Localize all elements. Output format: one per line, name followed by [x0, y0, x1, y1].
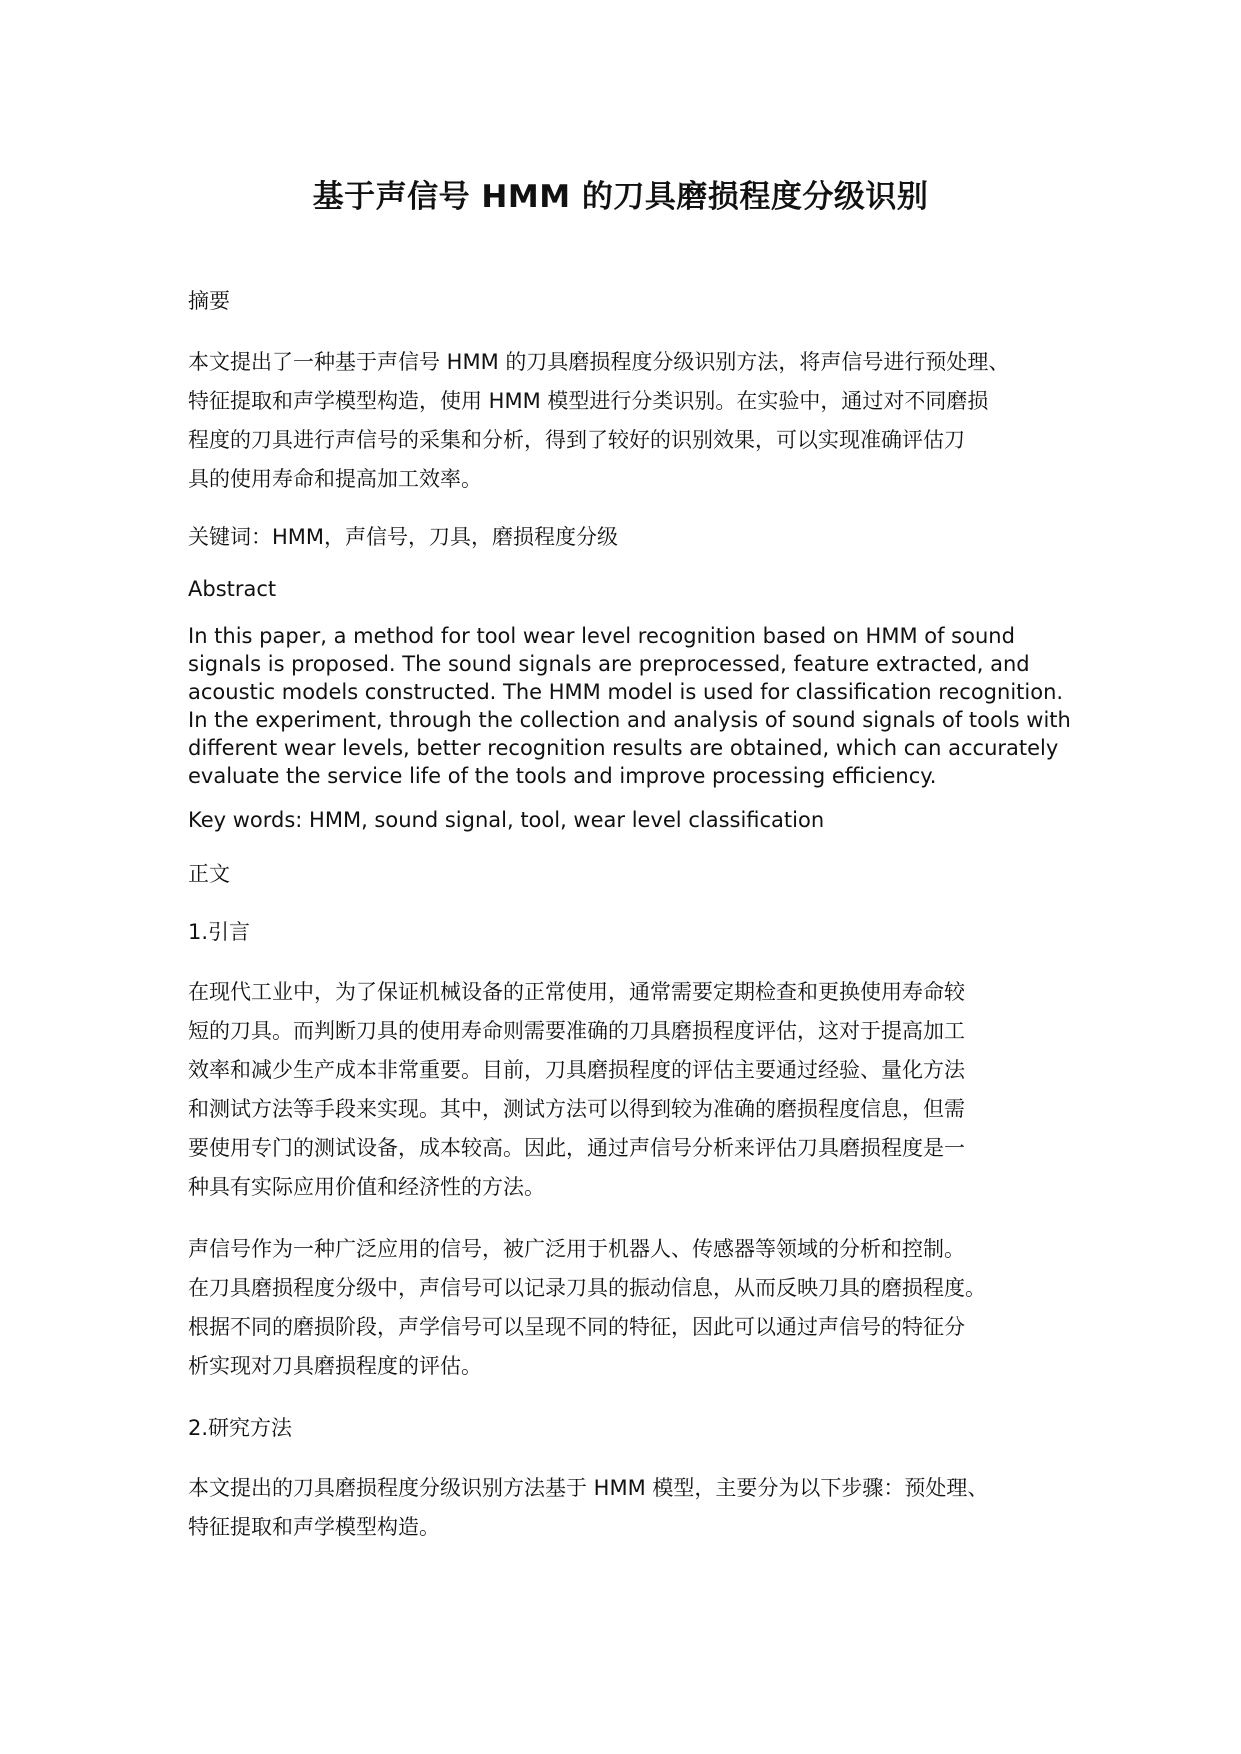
- paragraph-line: 程度的刀具进行声信号的采集和分析，得到了较好的识别效果，可以实现准确评估刀: [188, 428, 965, 452]
- paragraph-line: evaluate the service life of the tools and improve processing efficiency.: [188, 764, 937, 788]
- paragraph-line: signals is proposed. The sound signals are preprocessed, feature extracted, and: [188, 652, 1030, 676]
- paragraph-line: 和测试方法等手段来实现。其中，测试方法可以得到较为准确的磨损程度信息，但需: [188, 1097, 965, 1121]
- paragraph-line: 具的使用寿命和提高加工效率。: [188, 467, 482, 491]
- paragraph-line: different wear levels, better recognition results are obtained, which can accurately: [188, 736, 1059, 760]
- paragraph-line: 特征提取和声学模型构造。: [188, 1515, 440, 1539]
- keywords-cn: 关键词：HMM，声信号，刀具，磨损程度分级: [188, 525, 619, 549]
- paragraph-line: 本文提出的刀具磨损程度分级识别方法基于 HMM 模型，主要分为以下步骤：预处理、: [188, 1476, 989, 1500]
- paragraph-line: acoustic models constructed. The HMM model is used for classification recognition.: [188, 680, 1064, 704]
- paragraph-line: 在现代工业中，为了保证机械设备的正常使用，通常需要定期检查和更换使用寿命较: [188, 980, 965, 1004]
- main-text-heading: 正文: [188, 862, 230, 886]
- paragraph-line: 短的刀具。而判断刀具的使用寿命则需要准确的刀具磨损程度评估，这对于提高加工: [188, 1019, 965, 1043]
- paragraph-line: 析实现对刀具磨损程度的评估。: [188, 1354, 482, 1378]
- section-1-paragraph-1: [188, 973, 1068, 1207]
- paragraph-line: In this paper, a method for tool wear level recognition based on HMM of sound: [188, 624, 1015, 648]
- section-1-heading: 1.引言: [188, 920, 251, 944]
- abstract-cn-paragraph: [188, 343, 1068, 499]
- section-2-heading: 2.研究方法: [188, 1416, 293, 1440]
- section-2-paragraph-1: [188, 1469, 1068, 1547]
- paragraph-line: 特征提取和声学模型构造，使用 HMM 模型进行分类识别。在实验中，通过对不同磨损: [188, 389, 989, 413]
- paragraph-line: 种具有实际应用价值和经济性的方法。: [188, 1175, 545, 1199]
- abstract-en-heading: Abstract: [188, 577, 277, 601]
- abstract-cn-heading: 摘要: [188, 289, 230, 313]
- paragraph-line: 本文提出了一种基于声信号 HMM 的刀具磨损程度分级识别方法，将声信号进行预处理、: [188, 350, 1010, 374]
- paragraph-line: 在刀具磨损程度分级中，声信号可以记录刀具的振动信息，从而反映刀具的磨损程度。: [188, 1276, 986, 1300]
- paragraph-line: In the experiment, through the collection and analysis of sound signals of tools with: [188, 708, 1071, 732]
- paragraph-line: 要使用专门的测试设备，成本较高。因此，通过声信号分析来评估刀具磨损程度是一: [188, 1136, 965, 1160]
- paragraph-line: 根据不同的磨损阶段，声学信号可以呈现不同的特征，因此可以通过声信号的特征分: [188, 1315, 965, 1339]
- section-1-paragraph-2: [188, 1230, 1068, 1386]
- paragraph-line: 声信号作为一种广泛应用的信号，被广泛用于机器人、传感器等领域的分析和控制。: [188, 1237, 965, 1261]
- paragraph-line: 效率和减少生产成本非常重要。目前，刀具磨损程度的评估主要通过经验、量化方法: [188, 1058, 965, 1082]
- document-title: 基于声信号 HMM 的刀具磨损程度分级识别: [312, 179, 929, 215]
- abstract-en-paragraph: [188, 622, 1071, 790]
- keywords-en: Key words: HMM, sound signal, tool, wear level classification: [188, 808, 825, 832]
